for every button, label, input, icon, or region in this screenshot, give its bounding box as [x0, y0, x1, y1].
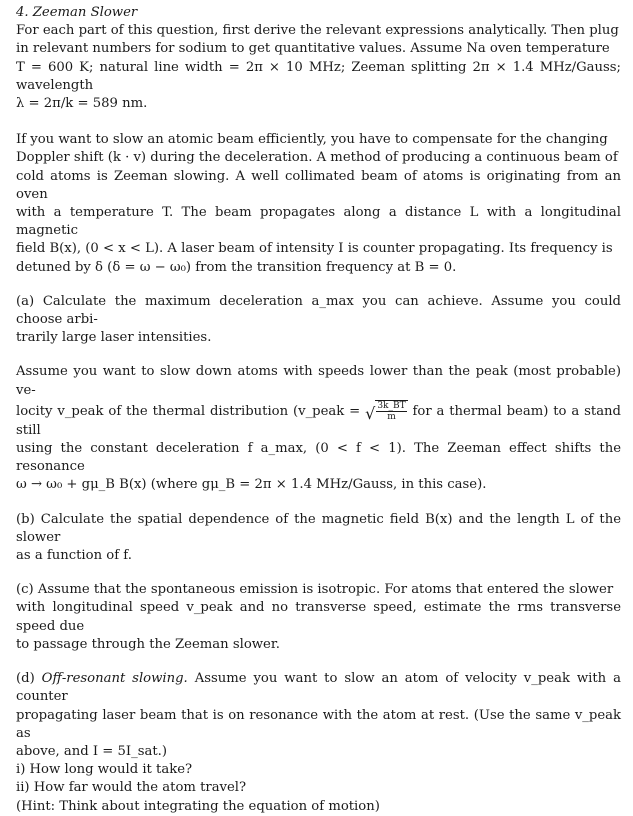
intro-line-1: For each part of this question, first derive the relevant expressions analytically. Then plug — [16, 23, 619, 39]
part-c — [16, 581, 621, 654]
context-line-5: field B(x), (0 < x < L). A laser beam of intensity I is counter propagating. Its frequency is — [16, 241, 613, 257]
sqrt-numerator: 3k_BT — [377, 400, 406, 411]
intro-line-3: T = 600 K; natural line width = 2π × 10 MHz; Zeeman splitting 2π × 1.4 MHz/Gauss; wavelength — [16, 59, 621, 93]
part-d-label: (d) — [16, 671, 35, 687]
part-b-line-1: (b) Calculate the spatial dependence of the magnetic field B(x) and the length L of the slower — [16, 511, 621, 545]
part-d-hint: (Hint: Think about integrating the equation of motion) — [16, 798, 380, 814]
part-a-line-1: (a) Calculate the maximum deceleration a_max you can achieve. Assume you could choose arbi- — [16, 293, 621, 328]
assumption-line-2b: for a thermal beam) to a stand still — [16, 403, 621, 438]
part-d-line-1-rest: Assume you want to slow an atom of velocity v_peak with a counter — [16, 671, 621, 705]
sqrt-expression — [365, 400, 408, 422]
part-a — [16, 293, 621, 348]
sqrt-denominator: m — [387, 411, 396, 422]
sqrt-symbol: √ — [365, 403, 376, 423]
part-d-question-1: i) How long would it take? — [16, 762, 193, 778]
assumption-line-2 — [16, 400, 621, 440]
intro-paragraph — [16, 22, 621, 113]
intro-line-2: in relevant numbers for sodium to get quantitative values. Assume Na oven temperature — [16, 41, 610, 57]
part-d-line-1 — [16, 670, 621, 706]
part-d-heading: Off-resonant slowing. — [41, 671, 188, 687]
assumption-line-4: ω → ω₀ + gμ_B B(x) (where gμ_B = 2π × 1.4 MHz/Gauss, in this case). — [16, 477, 487, 493]
part-d — [16, 670, 621, 816]
part-c-line-1: (c) Assume that the spontaneous emission is isotropic. For atoms that entered the slower — [16, 582, 614, 598]
part-b — [16, 511, 621, 566]
part-c-line-3: to passage through the Zeeman slower. — [16, 636, 280, 652]
assumption-paragraph — [16, 363, 621, 494]
context-line-3: cold atoms is Zeeman slowing. A well collimated beam of atoms is originating from an oven — [16, 168, 621, 202]
context-line-4: with a temperature T. The beam propagates along a distance L with a longitudinal magnetic — [16, 205, 621, 239]
assumption-line-2a: locity v_peak of the thermal distribution (v_peak = — [16, 403, 361, 419]
context-paragraph — [16, 131, 621, 277]
context-line-2: Doppler shift (k · v) during the deceleration. A method of producing a continuous beam of — [16, 150, 618, 166]
part-a-line-2: trarily large laser intensities. — [16, 330, 212, 346]
intro-line-4: λ = 2π/k = 589 nm. — [16, 96, 148, 112]
context-line-6: detuned by δ (δ = ω − ω₀) from the transition frequency at B = 0. — [16, 259, 457, 275]
part-d-line-3: above, and I = 5I_sat.) — [16, 743, 167, 759]
part-c-line-2: with longitudinal speed v_peak and no transverse speed, estimate the rms transverse speed due — [16, 600, 621, 634]
assumption-line-3: using the constant deceleration f a_max, (0 < f < 1). The Zeeman effect shifts the resonance — [16, 441, 621, 475]
part-d-question-2: ii) How far would the atom travel? — [16, 780, 247, 796]
context-line-1: If you want to slow an atomic beam efficiently, you have to compensate for the changing — [16, 132, 608, 148]
part-b-line-2: as a function of f. — [16, 548, 132, 564]
assumption-line-1: Assume you want to slow down atoms with speeds lower than the peak (most probable) ve- — [16, 364, 621, 398]
sqrt-fraction — [375, 400, 407, 422]
part-d-line-2: propagating laser beam that is on resonance with the atom at rest. (Use the same v_peak as — [16, 707, 621, 741]
problem-title: 4. Zeeman Slower — [16, 5, 138, 20]
